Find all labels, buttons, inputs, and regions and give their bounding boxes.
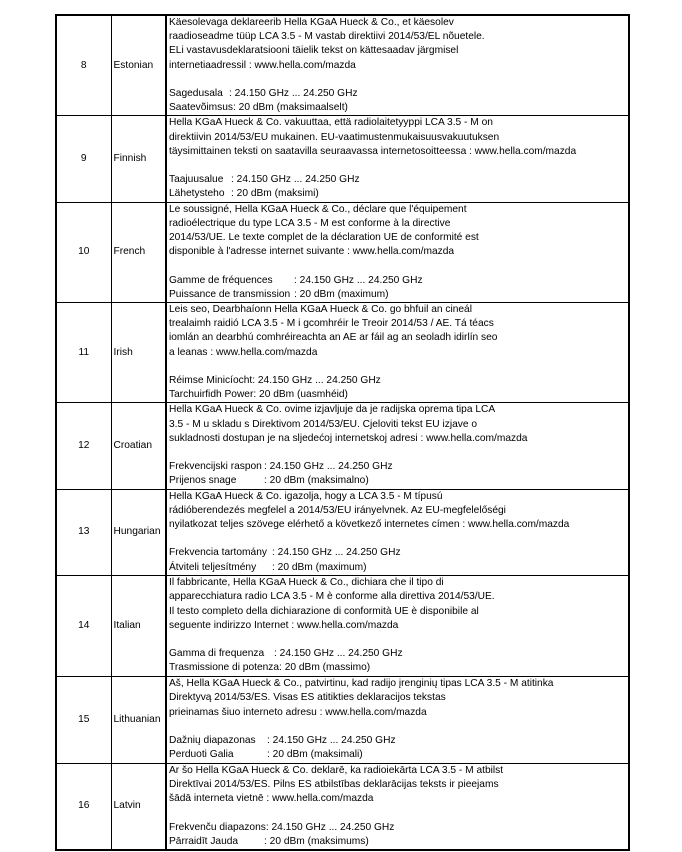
statement-line: Il fabbricante, Hella KGaA Hueck & Co., dichiara che il tipo di: [169, 577, 444, 589]
transmit-power: [169, 388, 628, 402]
blank-line: [169, 73, 628, 87]
row-language: Estonian: [111, 15, 166, 116]
row-language: Croatian: [111, 403, 166, 489]
blank-line: [169, 446, 628, 460]
table-row: [56, 116, 629, 202]
power-value: : 20 dBm (maximum): [294, 288, 389, 300]
frequency-value: : 24.150 GHz ... 24.250 GHz: [231, 174, 360, 186]
frequency-label: Taajuusalue: [169, 174, 224, 186]
blank-line: [169, 806, 628, 820]
statement-line: apparecchiatura radio LCA 3.5 - M è conforme alla direttiva 2014/53/UE.: [169, 591, 495, 603]
statement-line: trealaimh raidió LCA 3.5 - M i gcomhréir le Treoir 2014/53 / AE. Tá téacs: [169, 318, 494, 330]
frequency-label: Dažnių diapazonas: [169, 735, 256, 747]
statement-line: nyilatkozat teljes szövege elérhető a következő internetes címen : www.hella.com/mazda: [169, 519, 570, 531]
transmit-power: [169, 474, 628, 488]
row-language: Hungarian: [111, 489, 166, 575]
power-label: Saatevõimsus: [169, 102, 233, 114]
frequency-range: [169, 374, 628, 388]
power-label: Puissance de transmission: [169, 288, 291, 300]
table-row: [56, 403, 629, 489]
declaration-statement: [169, 303, 628, 360]
transmit-power: [169, 288, 628, 302]
row-number: 16: [56, 763, 111, 850]
row-number: 12: [56, 403, 111, 489]
row-number: 14: [56, 575, 111, 676]
row-declaration: [166, 676, 629, 763]
row-number: 15: [56, 676, 111, 763]
row-language: Latvin: [111, 763, 166, 850]
statement-line: Leis seo, Dearbhaíonn Hella KGaA Hueck & Co. go bhfuil an cineál: [169, 304, 472, 316]
statement-line: a leanas : www.hella.com/mazda: [169, 346, 318, 358]
row-language: Irish: [111, 303, 166, 403]
statement-line: Direktyvą 2014/53/ES. Visas ES atitikties deklaracijos tekstas: [169, 692, 446, 704]
table-row: [56, 763, 629, 850]
statement-line: raadioseadme tüüp LCA 3.5 - M vastab direktiivi 2014/53/EL nõuetele.: [169, 31, 485, 43]
declaration-table: [55, 14, 630, 851]
frequency-label: Réimse Minicíocht: [169, 375, 253, 387]
frequency-label: Frekvenču diapazons: [169, 821, 266, 833]
statement-line: disponible à l'adresse internet suivante : www.hella.com/mazda: [169, 246, 455, 258]
power-value: : 20 dBm (maksimaalselt): [233, 102, 348, 114]
frequency-label: Frekvencijski raspon: [169, 461, 262, 473]
statement-line: šādā interneta vietnē : www.hella.com/mazda: [169, 793, 374, 805]
row-language: Finnish: [111, 116, 166, 202]
frequency-label: Frekvencia tartomány: [169, 547, 267, 559]
statement-line: Aš, Hella KGaA Hueck & Co., patvirtinu, kad radijo įrenginių tipas LCA 3.5 - M atitinka: [169, 678, 554, 690]
frequency-value: : 24.150 GHz ... 24.250 GHz: [252, 375, 381, 387]
power-value: : 20 dBm (maksimi): [231, 188, 319, 200]
frequency-range: [169, 460, 628, 474]
row-number: 9: [56, 116, 111, 202]
row-declaration: [166, 575, 629, 676]
statement-line: Hella KGaA Hueck & Co. vakuuttaa, että radiolaitetyyppi LCA 3.5 - M on: [169, 117, 493, 129]
frequency-range: [169, 734, 628, 748]
blank-line: [169, 720, 628, 734]
row-declaration: [166, 489, 629, 575]
statement-line: rádióberendezés megfelel a 2014/53/EU irányelvnek. Az EU-megfelelőségi: [169, 504, 506, 516]
frequency-value: : 24.150 GHz ... 24.250 GHz: [272, 547, 401, 559]
power-value: : 20 dBm (maximum): [272, 561, 367, 573]
table-row: [56, 575, 629, 676]
declaration-statement: [169, 16, 628, 73]
statement-line: Ar šo Hella KGaA Hueck & Co. deklarē, ka radioiekārta LCA 3.5 - M atbilst: [169, 764, 504, 776]
table-row: [56, 676, 629, 763]
power-label: Pārraidīt Jauda: [169, 835, 239, 847]
power-label: Tarchuirfidh Power: [169, 389, 254, 401]
blank-line: [169, 360, 628, 374]
frequency-value: : 24.150 GHz ... 24.250 GHz: [274, 648, 403, 660]
frequency-value: : 24.150 GHz ... 24.250 GHz: [267, 735, 396, 747]
frequency-value: : 24.150 GHz ... 24.250 GHz: [264, 461, 393, 473]
statement-line: iomlán an dearbhú comhréireachta an AE ar fáil ag an seoladh idirlín seo: [169, 332, 498, 344]
power-label: Lähetysteho: [169, 188, 225, 200]
blank-line: [169, 259, 628, 273]
declaration-statement: [169, 403, 628, 446]
declaration-statement: [169, 576, 628, 633]
statement-line: Le soussigné, Hella KGaA Hueck & Co., déclare que l'équipement: [169, 203, 467, 215]
frequency-range: [169, 647, 628, 661]
row-language: Italian: [111, 575, 166, 676]
statement-line: Il testo completo della dichiarazione di conformità UE è disponibile al: [169, 605, 479, 617]
frequency-value: : 24.150 GHz ... 24.250 GHz: [265, 821, 395, 833]
statement-line: Direktīvai 2014/53/ES. Pilns ES atbilstības deklarācijas teksts ir pieejams: [169, 779, 499, 791]
blank-line: [169, 532, 628, 546]
transmit-power: [169, 561, 628, 575]
power-value: : 20 dBm (uasmhéid): [253, 389, 348, 401]
power-value: : 20 dBm (massimo): [279, 662, 371, 674]
statement-line: Hella KGaA Hueck & Co. ovime izjavljuje da je radijska oprema tipa LCA: [169, 404, 496, 416]
frequency-range: [169, 87, 628, 101]
frequency-range: [169, 274, 628, 288]
declaration-statement: [169, 764, 628, 807]
statement-line: internetiaadressil : www.hella.com/mazda: [169, 59, 356, 71]
frequency-value: : 24.150 GHz ... 24.250 GHz: [229, 88, 358, 99]
blank-line: [169, 159, 628, 173]
frequency-range: [169, 546, 628, 560]
declaration-table-body: [56, 15, 629, 850]
statement-line: 2014/53/UE. Le texte complet de la déclaration UE de conformité est: [169, 232, 479, 244]
frequency-range: [169, 173, 628, 187]
statement-line: sukladnosti dostupan je na sljedećoj internetskoj adresi : www.hella.com/mazda: [169, 432, 528, 444]
transmit-power: [169, 187, 628, 201]
table-row: [56, 202, 629, 302]
power-label: Prijenos snage: [169, 475, 237, 487]
row-declaration: [166, 403, 629, 489]
declaration-statement: [169, 116, 628, 159]
row-language: French: [111, 202, 166, 302]
declaration-statement: [169, 203, 628, 260]
row-number: 10: [56, 202, 111, 302]
row-declaration: [166, 116, 629, 202]
power-label: Perduoti Galia: [169, 749, 234, 761]
transmit-power: [169, 661, 628, 675]
power-value: : 20 dBm (maksimalno): [264, 475, 369, 487]
transmit-power: [169, 101, 628, 115]
statement-line: täysimittainen teksti on saatavilla seuraavassa internetosoitteessa : www.hella.com/mazda: [169, 145, 577, 157]
statement-line: seguente indirizzo Internet : www.hella.com/mazda: [169, 619, 399, 631]
blank-line: [169, 633, 628, 647]
frequency-range: [169, 821, 628, 835]
row-number: 11: [56, 303, 111, 403]
statement-line: Hella KGaA Hueck & Co. igazolja, hogy a LCA 3.5 - M típusú: [169, 490, 443, 502]
frequency-value: : 24.150 GHz ... 24.250 GHz: [294, 274, 423, 286]
frequency-label: Gamma di frequenza: [169, 648, 265, 660]
power-label: Trasmissione di potenza: [169, 662, 280, 674]
statement-line: ELi vastavusdeklaratsiooni täielik tekst on kättesaadav järgmisel: [169, 45, 459, 57]
power-value: : 20 dBm (maksimums): [264, 835, 369, 847]
statement-line: prieinamas šiuo interneto adresu : www.hella.com/mazda: [169, 706, 427, 718]
table-row: [56, 489, 629, 575]
frequency-label: Sagedusala: [169, 88, 223, 99]
row-declaration: [166, 15, 629, 116]
row-declaration: [166, 303, 629, 403]
row-declaration: [166, 763, 629, 850]
frequency-label: Gamme de fréquences: [169, 274, 273, 286]
row-declaration: [166, 202, 629, 302]
row-number: 13: [56, 489, 111, 575]
row-number: 8: [56, 15, 111, 116]
transmit-power: [169, 835, 628, 849]
power-value: : 20 dBm (maksimali): [267, 749, 363, 761]
declaration-statement: [169, 677, 628, 720]
statement-line: 3.5 - M u skladu s Direktivom 2014/53/EU. Cjeloviti tekst EU izjave o: [169, 418, 478, 430]
statement-line: radioélectrique du type LCA 3.5 - M est conforme à la directive: [169, 217, 451, 229]
statement-line: direktiivin 2014/53/EU mukainen. EU-vaatimustenmukaisuusvakuutuksen: [169, 131, 500, 143]
statement-line: Käesolevaga deklareerib Hella KGaA Hueck & Co., et käesolev: [169, 17, 454, 28]
table-row: [56, 15, 629, 116]
table-row: [56, 303, 629, 403]
power-label: Átviteli teljesítmény: [169, 561, 257, 573]
row-language: Lithuanian: [111, 676, 166, 763]
transmit-power: [169, 748, 628, 762]
declaration-statement: [169, 490, 628, 533]
